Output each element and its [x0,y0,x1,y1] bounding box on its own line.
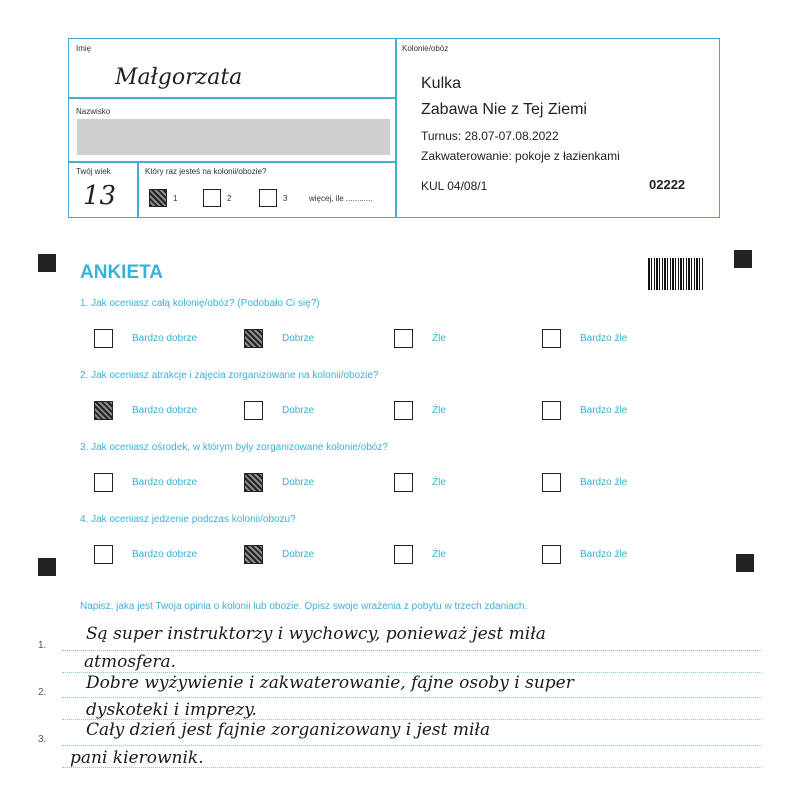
question-1-checkbox-3[interactable] [394,329,413,348]
header-divider [395,39,397,217]
handwritten-answer-line: Cały dzień jest fajnie zorganizowany i jest miła [86,720,491,740]
barcode [648,258,704,290]
opinion-prompt: Napisz, jaka jest Twoja opinia o kolonii lub obozie. Opisz swoje wrażenia z pobytu w trzech zdaniach. [80,601,528,612]
times-checkbox-2[interactable] [203,189,221,207]
header-rule-1 [69,97,395,99]
question-4-checkbox-2[interactable] [244,545,263,564]
question-2-option-label: Dobrze [282,405,315,416]
question-3-option-label: Bardzo źle [580,477,628,488]
opinion-number-2: 2. [38,687,47,698]
accommodation: Zakwaterowanie: pokoje z łazienkami [421,149,620,163]
opinion-number-3: 3. [38,734,47,745]
times-option-2: 2 [227,194,232,203]
question-3-checkbox-3[interactable] [394,473,413,492]
times-more: więcej, ile ............ [309,194,373,203]
survey-title: ANKIETA [80,262,164,283]
registration-marker [736,554,754,572]
question-4-option-label: Bardzo dobrze [132,549,198,560]
question-1-text: 1. Jak oceniasz całą kolonię/obóz? (Podobało Ci się?) [80,298,320,309]
writing-line [62,697,762,698]
registration-marker [38,558,56,576]
question-2-text: 2. Jak oceniasz atrakcje i zajęcia zorganizowane na kolonii/obozie? [80,370,379,381]
turnus: Turnus: 28.07-07.08.2022 [421,129,559,143]
registration-marker [38,254,56,272]
age-divider [137,161,139,217]
question-2-checkbox-3[interactable] [394,401,413,420]
opinion-number-1: 1. [38,640,47,651]
question-4-option-label: Dobrze [282,549,315,560]
times-checkbox-3[interactable] [259,189,277,207]
times-option-1: 1 [173,194,178,203]
camp-title: Zabawa Nie z Tej Ziemi [421,101,587,118]
name-label: Imię [76,44,92,53]
registration-marker [734,250,752,268]
question-1-option-label: Bardzo źle [580,333,628,344]
question-3-option-label: Bardzo dobrze [132,477,198,488]
writing-line [62,650,762,651]
question-4-option-label: Bardzo źle [580,549,628,560]
question-4-checkbox-3[interactable] [394,545,413,564]
question-3-option-label: Źle [432,477,446,488]
question-3-checkbox-2[interactable] [244,473,263,492]
age-value: 13 [83,181,117,211]
question-1-checkbox-1[interactable] [94,329,113,348]
question-3-option-label: Dobrze [282,477,315,488]
camp-code: KUL 04/08/1 [421,179,488,193]
question-1-option-label: Źle [432,333,446,344]
surname-label: Nazwisko [76,107,111,116]
question-1-checkbox-2[interactable] [244,329,263,348]
question-3-checkbox-4[interactable] [542,473,561,492]
question-1-option-label: Bardzo dobrze [132,333,198,344]
times-label: Który raz jesteś na kolonii/obozie? [145,167,267,176]
handwritten-answer-line: Dobre wyżywienie i zakwaterowanie, fajne osoby i super [86,673,574,693]
times-option-3: 3 [283,194,288,203]
camp-label: Kolonie/obóz [402,44,449,53]
question-2-checkbox-2[interactable] [244,401,263,420]
handwritten-answer-line: Są super instruktorzy i wychowcy, ponieważ jest miła [86,624,546,644]
question-4-checkbox-4[interactable] [542,545,561,564]
header-rule-2 [69,161,395,163]
surname-redacted [77,119,390,155]
handwritten-answer-line: dyskoteki i imprezy. [86,700,257,720]
question-2-checkbox-4[interactable] [542,401,561,420]
question-4-checkbox-1[interactable] [94,545,113,564]
header-box [68,38,720,218]
handwritten-answer-line: atmosfera. [84,652,177,672]
age-label: Twój wiek [76,167,111,176]
handwritten-answer-line: pani kierownik. [70,748,204,768]
camp-number: 02222 [649,177,686,192]
question-2-option-label: Bardzo źle [580,405,628,416]
question-2-checkbox-1[interactable] [94,401,113,420]
question-3-text: 3. Jak oceniasz ośrodek, w którym były zorganizowane kolonie/obóz? [80,442,388,453]
question-4-option-label: Źle [432,549,446,560]
question-1-option-label: Dobrze [282,333,315,344]
question-4-text: 4. Jak oceniasz jedzenie podczas kolonii/obozu? [80,514,296,525]
times-checkbox-1[interactable] [149,189,167,207]
question-3-checkbox-1[interactable] [94,473,113,492]
question-1-checkbox-4[interactable] [542,329,561,348]
question-2-option-label: Bardzo dobrze [132,405,198,416]
question-2-option-label: Źle [432,405,446,416]
name-value: Małgorzata [115,65,243,90]
camp-name: Kulka [421,75,462,92]
writing-line [62,745,762,746]
